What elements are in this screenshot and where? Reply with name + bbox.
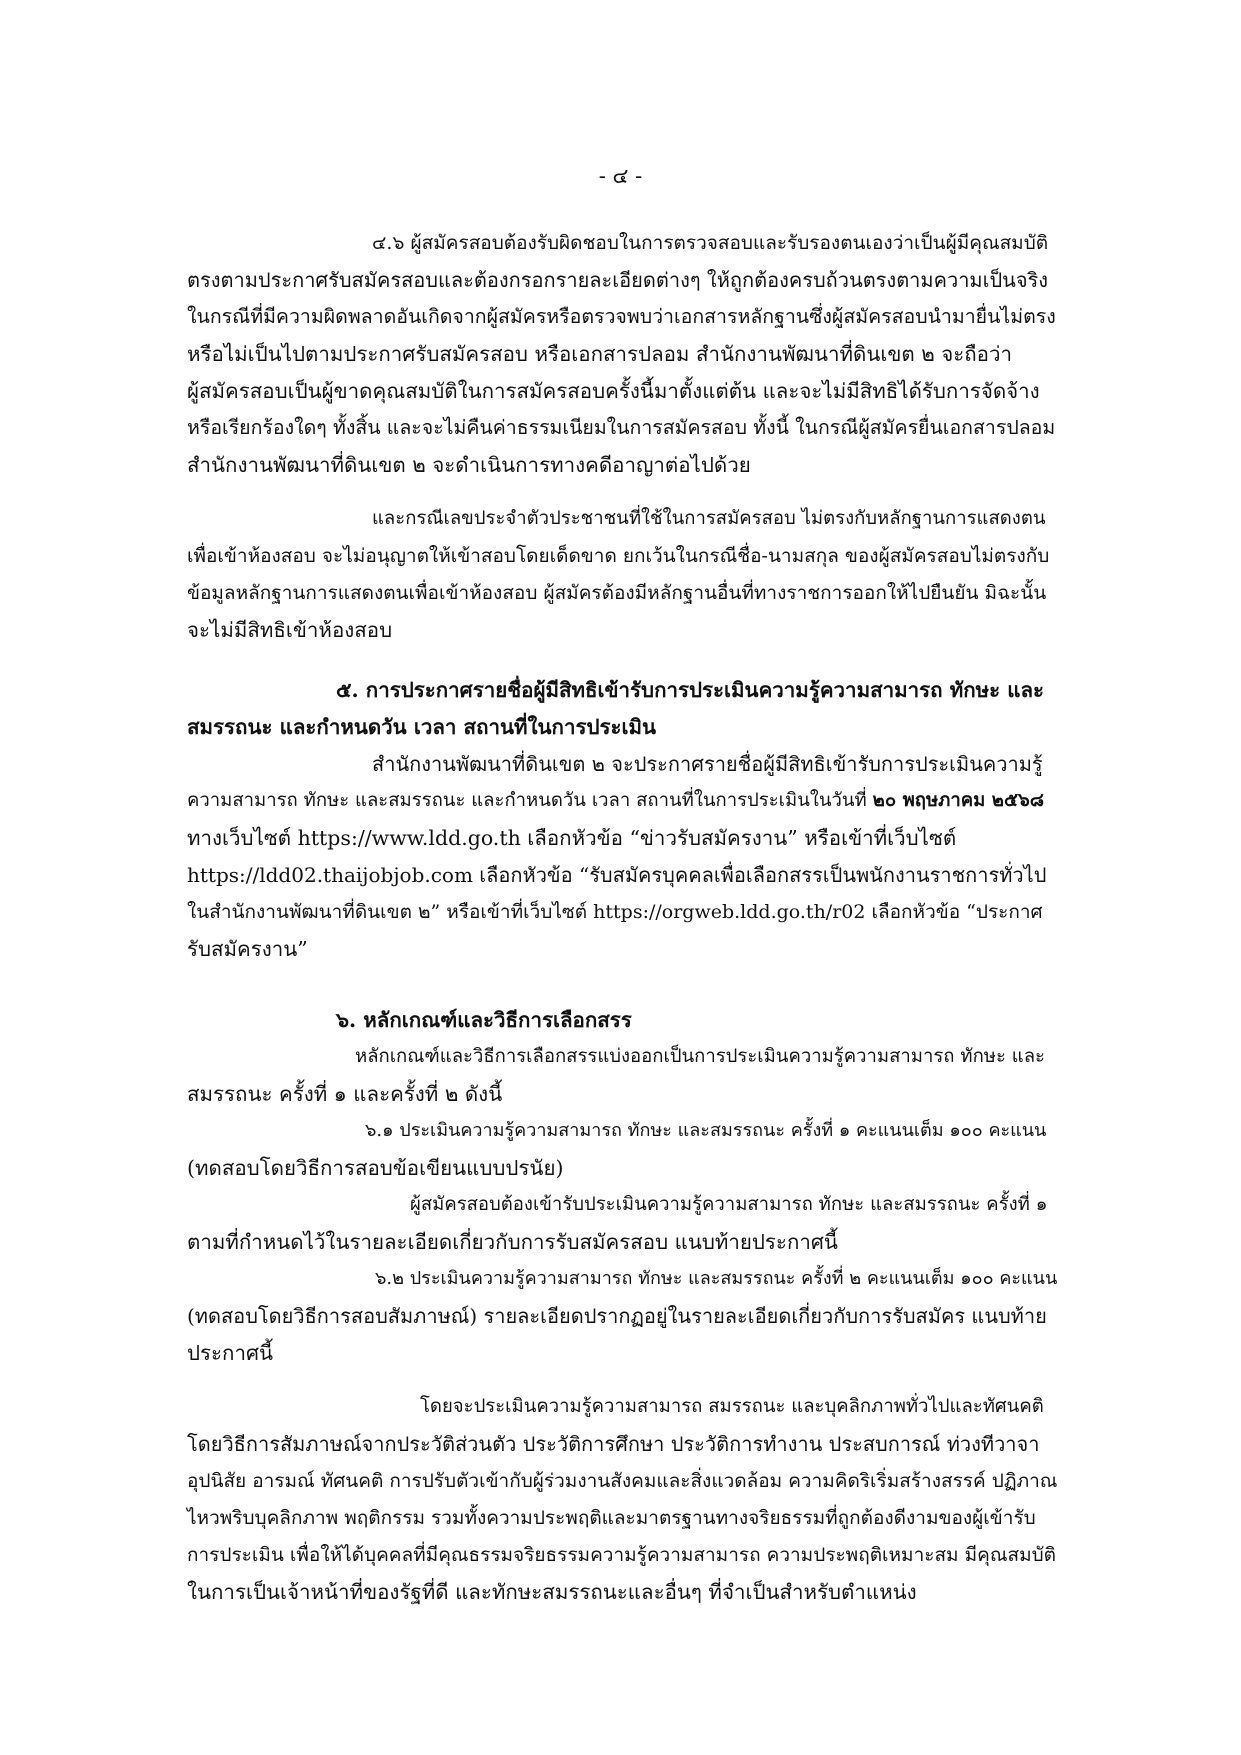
section-5-heading-line-1: ๕. การประกาศรายชื่อผู้มีสิทธิเข้ารับการประเมินความรู้ความสามารถ ทักษะ และ — [336, 678, 1045, 702]
section-6-1-line-1: ๖.๑ ประเมินความรู้ความสามารถ ทักษะ และสมรรถนะ ครั้งที่ ๑ คะแนนเต็ม ๑๐๐ คะแนน — [365, 1120, 1047, 1141]
para-id-line-2: เพื่อเข้าห้องสอบ จะไม่อนุญาตให้เข้าสอบโดยเด็ดขาด ยกเว้นในกรณีชื่อ-นามสกุล ของผู้สมัครสอบไม่ตรงกับ — [187, 545, 1050, 567]
para-4-6-line-4: หรือไม่เป็นไปตามประกาศรับสมัครสอบ หรือเอกสารปลอม สำนักงานพัฒนาที่ดินเขต ๒ จะถือว่า — [187, 342, 1012, 366]
section-6-heading: ๖. หลักเกณฑ์และวิธีการเลือกสรร — [336, 1008, 632, 1032]
interview-line-6: ในการเป็นเจ้าหน้าที่ของรัฐที่ดี และทักษะสมรรถนะและอื่นๆ ที่จำเป็นสำหรับตำแหน่ง — [187, 1580, 917, 1604]
interview-line-2: โดยวิธีการสัมภาษณ์จากประวัติส่วนตัว ประวัติการศึกษา ประวัติการทำงาน ประสบการณ์ ท่วงทีวาจา — [187, 1432, 1040, 1456]
section-5-line-4: https://ldd02.thaijobjob.com เลือกหัวข้อ “รับสมัครบุคคลเพื่อเลือกสรรเป็นพนักงานราชการทั่วไป — [187, 863, 1047, 887]
announcement-date: ๒๐ พฤษภาคม ๒๕๖๘ — [872, 790, 1044, 811]
interview-line-1: โดยจะประเมินความรู้ความสามารถ สมรรถนะ และบุคลิกภาพทั่วไปและทัศนคติ — [420, 1396, 1044, 1417]
interview-line-3: อุปนิสัย อารมณ์ ทัศนคติ การปรับตัวเข้ากับผู้ร่วมงานสังคมและสิ่งแวดล้อม ความคิดริเริ่มสร้างสรรค์ ปฏิภาณ — [187, 1470, 1058, 1492]
section-5-line-2 — [187, 786, 1044, 816]
para-4-6-line-5: ผู้สมัครสอบเป็นผู้ขาดคุณสมบัติในการสมัครสอบครั้งนี้มาตั้งแต่ต้น และจะไม่มีสิทธิได้รับการจัดจ้าง — [187, 379, 1040, 403]
para-id-line-4: จะไม่มีสิทธิเข้าห้องสอบ — [187, 618, 393, 642]
page-number: - ๔ - — [598, 164, 643, 188]
interview-line-4: ไหวพริบบุคลิกภาพ พฤติกรรม รวมทั้งความประพฤติและมาตรฐานทางจริยธรรมที่ถูกต้องดีงามของผู้เข้ารับ — [187, 1507, 1036, 1529]
para-4-6-line-6: หรือเรียกร้องใดๆ ทั้งสิ้น และจะไม่คืนค่าธรรมเนียมในการสมัครสอบ ทั้งนี้ ในกรณีผู้สมัครยื่นเอกสารปลอม — [187, 416, 1056, 439]
interview-line-5: การประเมิน เพื่อให้ได้บุคคลที่มีคุณธรรมจริยธรรมความรู้ความสามารถ ความประพฤติเหมาะสม มีคุณสมบัติ — [187, 1544, 1056, 1566]
section-6-line-1: หลักเกณฑ์และวิธีการเลือกสรรแบ่งออกเป็นการประเมินความรู้ความสามารถ ทักษะ และ — [355, 1046, 1045, 1067]
para-id-line-1: และกรณีเลขประจำตัวประชาชนที่ใช้ในการสมัครสอบ ไม่ตรงกับหลักฐานการแสดงตน — [372, 508, 1046, 529]
para-4-6-line-3: ในกรณีที่มีความผิดพลาดอันเกิดจากผู้สมัครหรือตรวจพบว่าเอกสารหลักฐานซึ่งผู้สมัครสอบนำมายื่นไม่ตรง — [187, 305, 1056, 328]
section-6-1-line-4: ตามที่กำหนดไว้ในรายละเอียดเกี่ยวกับการรับสมัครสอบ แนบท้ายประกาศนี้ — [187, 1230, 838, 1254]
section-5-heading-line-2: สมรรถนะ และกำหนดวัน เวลา สถานที่ในการประเมิน — [187, 715, 657, 739]
para-4-6-line-1: ๔.๖ ผู้สมัครสอบต้องรับผิดชอบในการตรวจสอบและรับรองตนเองว่าเป็นผู้มีคุณสมบัติ — [372, 232, 1049, 254]
section-5-line-6: รับสมัครงาน” — [187, 937, 308, 961]
section-6-1-line-3: ผู้สมัครสอบต้องเข้ารับประเมินความรู้ความสามารถ ทักษะ และสมรรถนะ ครั้งที่ ๑ — [410, 1194, 1048, 1215]
section-5-line-3: ทางเว็บไซต์ https://www.ldd.go.th เลือกหัวข้อ “ข่าวรับสมัครงาน” หรือเข้าที่เว็บไซต์ — [187, 826, 957, 850]
section-6-2-line-1: ๖.๒ ประเมินความรู้ความสามารถ ทักษะ และสมรรถนะ ครั้งที่ ๒ คะแนนเต็ม ๑๐๐ คะแนน — [375, 1268, 1058, 1289]
section-6-2-line-3: ประกาศนี้ — [187, 1341, 273, 1365]
section-6-2-line-2: (ทดสอบโดยวิธีการสอบสัมภาษณ์) รายละเอียดปรากฏอยู่ในรายละเอียดเกี่ยวกับการรับสมัคร แนบท้าย — [187, 1304, 1047, 1328]
para-4-6-line-2: ตรงตามประกาศรับสมัครสอบและต้องกรอกรายละเอียดต่างๆ ให้ถูกต้องครบถ้วนตรงตามความเป็นจริง — [187, 268, 1049, 292]
section-6-1-line-2: (ทดสอบโดยวิธีการสอบข้อเขียนแบบปรนัย) — [187, 1156, 564, 1180]
section-5-line-2-text: ความสามารถ ทักษะ และสมรรถนะ และกำหนดวัน เวลา สถานที่ในการประเมินในวันที่ — [187, 790, 873, 811]
section-5-line-1: สำนักงานพัฒนาที่ดินเขต ๒ จะประกาศรายชื่อผู้มีสิทธิเข้ารับการประเมินความรู้ — [372, 752, 1043, 776]
section-5-line-5: ในสำนักงานพัฒนาที่ดินเขต ๒” หรือเข้าที่เว็บไซต์ https://orgweb.ldd.go.th/r02 เลือกหัวข้อ “ประกาศ — [187, 901, 1043, 923]
para-4-6-line-7: สำนักงานพัฒนาที่ดินเขต ๒ จะดำเนินการทางคดีอาญาต่อไปด้วย — [187, 453, 751, 477]
section-6-line-2: สมรรถนะ ครั้งที่ ๑ และครั้งที่ ๒ ดังนี้ — [187, 1082, 503, 1106]
para-id-line-3: ข้อมูลหลักฐานการแสดงตนเพื่อเข้าห้องสอบ ผู้สมัครต้องมีหลักฐานอื่นที่ทางราชการออกให้ไปยืนยัน มิฉะนั้น — [187, 582, 1047, 604]
